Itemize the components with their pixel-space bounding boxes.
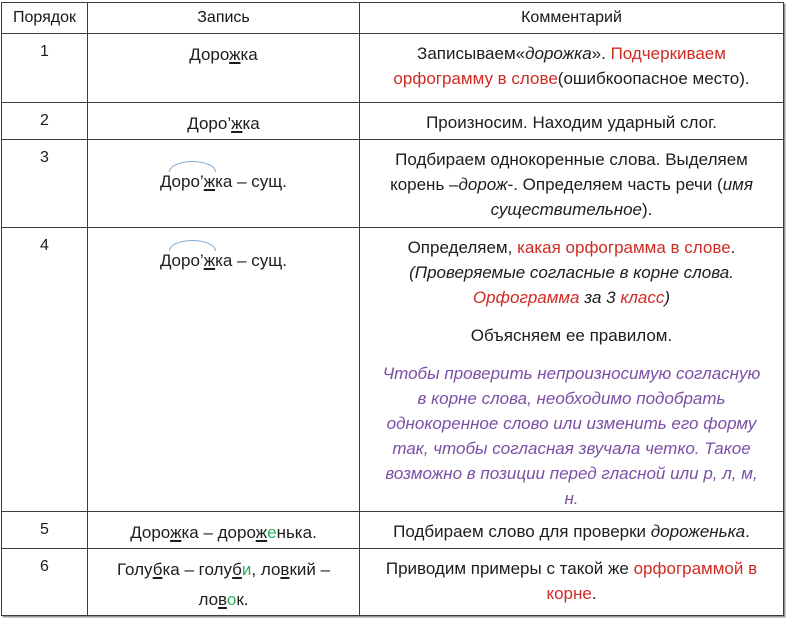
zapis-cell xyxy=(88,549,360,616)
zapis-cell xyxy=(88,34,360,103)
comment-paragraph xyxy=(376,556,767,606)
text-run: ж xyxy=(203,251,216,270)
comment-paragraph xyxy=(376,260,767,285)
text-run: ’ xyxy=(199,251,204,270)
table-row xyxy=(2,34,784,103)
text-run: за 3 xyxy=(579,288,621,307)
text-run: Подчеркиваем орфограмму в слове xyxy=(393,44,726,88)
order-cell: 2 xyxy=(2,103,88,140)
text-run: (Проверяемые согласные в корне слова. xyxy=(409,263,734,282)
text-run: оро xyxy=(171,251,200,270)
comment-cell xyxy=(360,103,784,140)
text-run: ж xyxy=(170,523,182,542)
comment-cell xyxy=(360,512,784,549)
text-run: имя существительное xyxy=(490,175,753,219)
column-header-kommentariy: Комментарий xyxy=(360,3,784,34)
text-run: . xyxy=(745,522,750,541)
comment-cell xyxy=(360,228,784,512)
text-run: и xyxy=(241,560,252,579)
comment-paragraph xyxy=(376,110,767,135)
text-run: е xyxy=(267,523,277,542)
order-cell: 6 xyxy=(2,549,88,616)
text-run: Приводим примеры с такой же xyxy=(385,559,634,578)
comment-paragraph xyxy=(376,147,767,222)
text-run: Голу xyxy=(116,560,153,579)
comment-paragraph xyxy=(376,310,767,323)
text-run: Объясняем ее правилом. xyxy=(470,326,673,345)
text-run: ка xyxy=(242,114,260,133)
text-run: Орфограмма xyxy=(472,288,580,307)
root-arc-group xyxy=(172,167,216,197)
text-run: б xyxy=(232,560,242,579)
text-run: в xyxy=(280,560,290,579)
text-run: ка – голу xyxy=(162,560,233,579)
zapis-cell xyxy=(88,103,360,140)
order-cell: 4 xyxy=(2,228,88,512)
text-run: дорож xyxy=(458,175,508,194)
text-run: (ошибкоопасное место). xyxy=(557,69,750,88)
text-run: Подбираем однокоренные слова. Выделяем корень – xyxy=(390,150,748,194)
text-run: ж xyxy=(255,523,268,542)
text-run: ж xyxy=(229,45,241,64)
text-run: ка – сущ. xyxy=(215,172,287,191)
order-cell: 5 xyxy=(2,512,88,549)
comment-paragraph xyxy=(376,348,767,361)
text-run: Подбираем слово для проверки xyxy=(393,522,651,541)
table-row xyxy=(2,140,784,228)
text-run: Чтобы проверить непроизносимую согласную в корне слова, необходимо подобрать однокоренное слово или изменить его форму так, чтобы согласная звучала четко. Такое возможно в позиции перед гласной или р, л, м, н. xyxy=(382,364,761,508)
text-run: нька. xyxy=(276,523,317,542)
order-cell: 3 xyxy=(2,140,88,228)
text-run: ка xyxy=(240,45,258,64)
text-run: орфограммой в корне xyxy=(546,559,758,603)
table-header xyxy=(2,3,784,34)
table-row xyxy=(2,228,784,512)
text-run: Доро xyxy=(189,45,230,64)
text-run: дороженька xyxy=(650,522,746,541)
zapis-cell xyxy=(88,512,360,549)
order-cell: 1 xyxy=(2,34,88,103)
root-arc-group xyxy=(172,246,216,276)
comment-cell xyxy=(360,549,784,616)
column-header-zapis: Запись xyxy=(88,3,360,34)
text-run: Определяем, xyxy=(407,238,518,257)
text-run: , ло xyxy=(251,560,281,579)
table-row xyxy=(2,512,784,549)
text-run: ’ xyxy=(199,172,204,191)
text-run: дорожка xyxy=(525,44,592,63)
comment-paragraph xyxy=(376,361,767,511)
text-run: к. xyxy=(236,590,249,609)
comment-paragraph xyxy=(376,323,767,348)
text-run: ). xyxy=(641,200,653,219)
text-run: ж xyxy=(231,114,243,133)
text-run: б xyxy=(152,560,163,579)
text-run: Произносим. Находим ударный слог. xyxy=(426,113,717,132)
table-row xyxy=(2,549,784,616)
text-run: Записываем« xyxy=(417,44,526,63)
text-run: ка – доро xyxy=(181,523,256,542)
comment-cell xyxy=(360,140,784,228)
table-row xyxy=(2,103,784,140)
text-run: . xyxy=(591,584,597,603)
header-row xyxy=(2,3,784,34)
zapis-cell xyxy=(88,140,360,228)
comment-paragraph xyxy=(376,41,767,91)
comment-paragraph xyxy=(376,285,767,310)
text-run: оро xyxy=(171,172,200,191)
column-header-poryadok: Порядок xyxy=(2,3,88,34)
comment-paragraph xyxy=(376,519,767,544)
text-run: Доро’ xyxy=(187,114,232,133)
text-run: ». xyxy=(591,44,611,63)
comment-paragraph xyxy=(376,235,767,260)
text-run: в xyxy=(218,590,227,609)
comment-cell xyxy=(360,34,784,103)
spelling-procedure-table xyxy=(1,2,784,616)
text-run: ка – сущ. xyxy=(215,251,287,270)
text-run: Доро xyxy=(130,523,171,542)
text-run: . xyxy=(730,238,736,257)
text-run: ) xyxy=(664,288,671,307)
text-run: Д xyxy=(160,251,172,270)
text-run: какая орфограмма в слове xyxy=(517,238,731,257)
text-run: ж xyxy=(203,172,216,191)
text-run: -. Определяем часть речи ( xyxy=(507,175,723,194)
text-run: кий – ло xyxy=(198,560,331,609)
table-body xyxy=(2,34,784,616)
text-run: о xyxy=(226,590,237,609)
zapis-cell xyxy=(88,228,360,512)
text-run: класс xyxy=(620,288,665,307)
text-run: Д xyxy=(160,172,172,191)
